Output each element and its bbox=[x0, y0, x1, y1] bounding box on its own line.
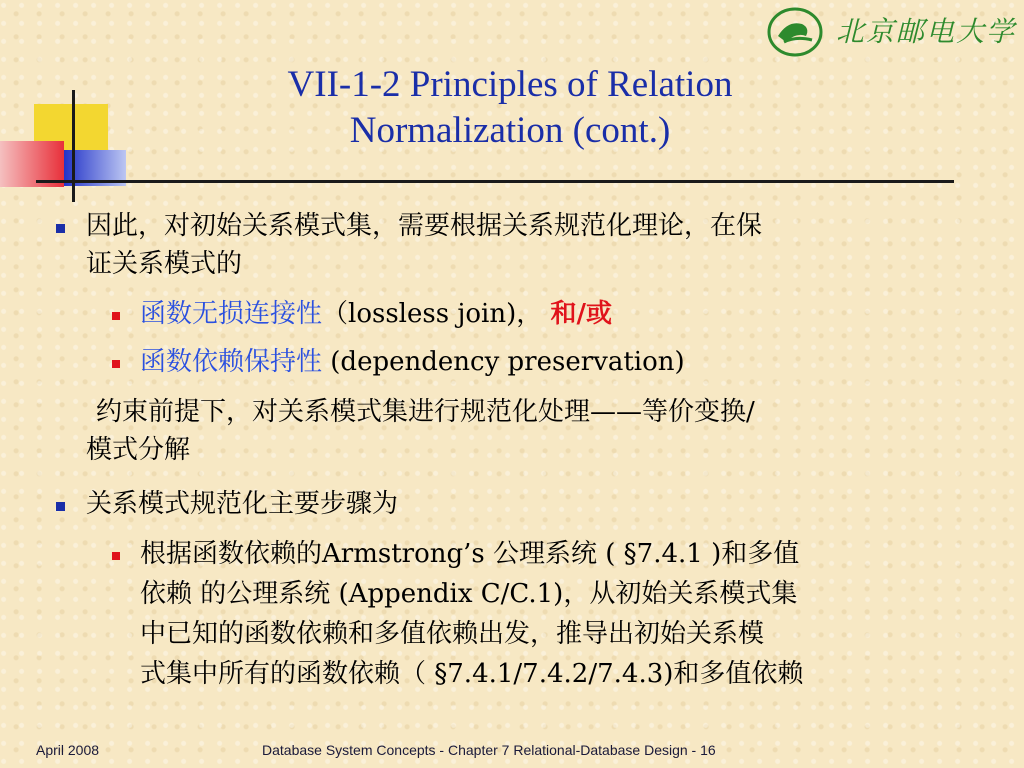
lossless-join-cn: 函数无损连接性 bbox=[140, 299, 323, 329]
bullet-icon bbox=[56, 224, 65, 233]
title-line-2: Normalization (cont.) bbox=[349, 110, 671, 151]
university-logo-text: 北京邮电大学 bbox=[836, 15, 1017, 48]
sub-bullet-1 bbox=[140, 296, 980, 332]
sub-bullet-icon bbox=[112, 312, 120, 320]
sub-bullet-3-line-2: 依赖 的公理系统 (Appendix C/C.1)，从初始关系模式集 bbox=[140, 579, 798, 609]
sub-bullet-3-line-4: 式集中所有的函数依赖（ §7.4.1/7.4.2/7.4.3)和多值依赖 bbox=[140, 659, 804, 689]
paragraph-line-1: 约束前提下，对关系模式集进行规范化处理——等价变换/ bbox=[96, 397, 755, 427]
sub-bullet-icon bbox=[112, 552, 120, 560]
paragraph-line-2: 模式分解 bbox=[86, 435, 191, 465]
dependency-preservation-cn: 函数依赖保持性 bbox=[140, 347, 323, 377]
dependency-preservation-en: (dependency preservation) bbox=[330, 347, 685, 377]
and-or-label: 和/或 bbox=[550, 299, 613, 329]
sub-bullet-2 bbox=[140, 344, 980, 380]
lossless-join-en: （lossless join)， bbox=[322, 299, 543, 329]
bullet-1-line-1: 因此，对初始关系模式集，需要根据关系规范化理论，在保 bbox=[86, 211, 763, 241]
bullet-1-line-2: 证关系模式的 bbox=[86, 249, 243, 279]
sub-bullet-3-line-3: 中已知的函数依赖和多值依赖出发，推导出初始关系模 bbox=[140, 619, 765, 649]
sub-bullet-icon bbox=[112, 360, 120, 368]
title-line-1: VII-1-2 Principles of Relation bbox=[287, 64, 733, 105]
sub-bullet-3-line-1: 根据函数依赖的Armstrong’s 公理系统 ( §7.4.1 )和多值 bbox=[140, 539, 800, 569]
bullet-2: 关系模式规范化主要步骤为 bbox=[86, 489, 399, 519]
footer-date: April 2008 bbox=[36, 742, 100, 758]
footer-course: Database System Concepts - Chapter 7 Relational-Database Design - 16 bbox=[262, 742, 716, 758]
bullet-icon bbox=[56, 502, 65, 511]
